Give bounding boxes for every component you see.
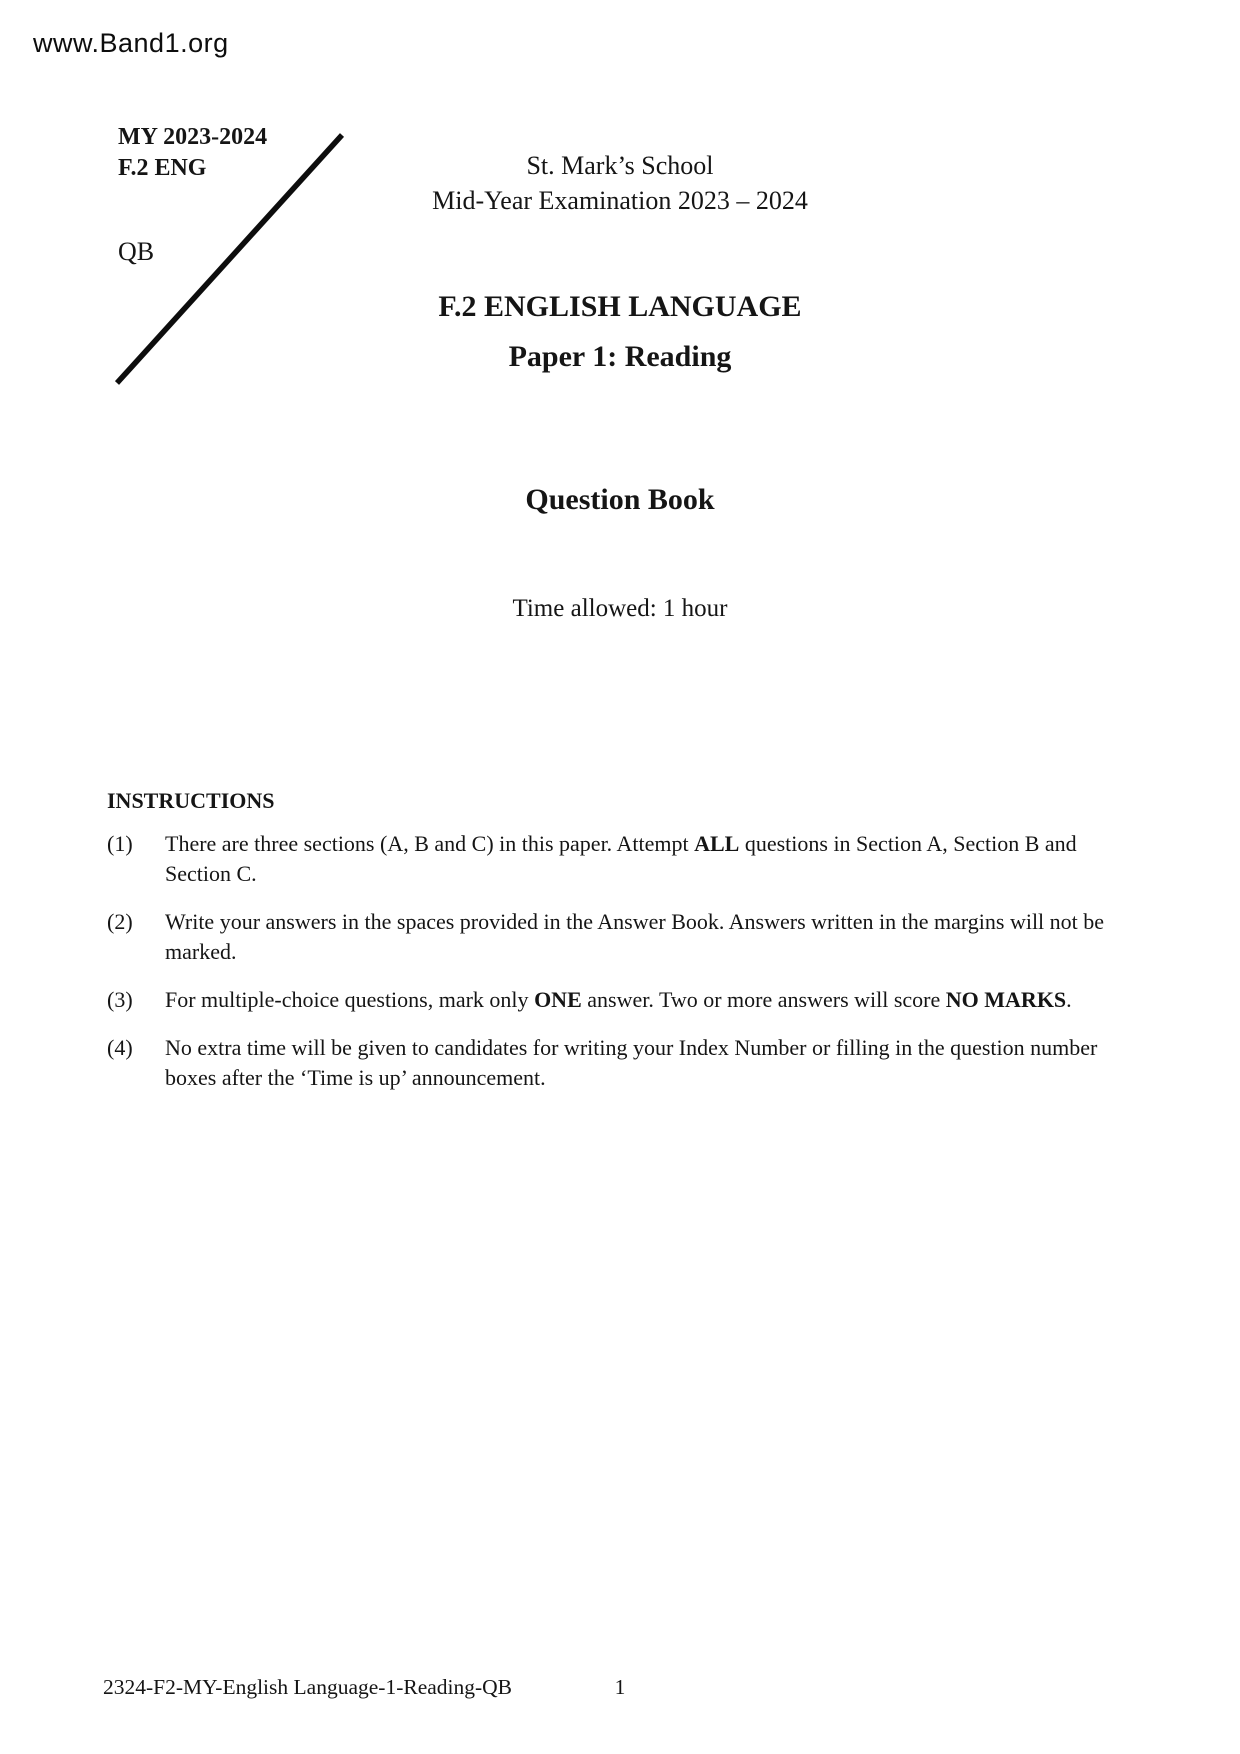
subject-title: F.2 ENGLISH LANGUAGE (438, 290, 802, 323)
instruction-text (165, 907, 1140, 967)
instruction-number: (2) (107, 909, 133, 934)
question-book-code-label: QB (118, 237, 155, 266)
time-allowed-label: Time allowed: 1 hour (512, 595, 728, 622)
instruction-number: (1) (107, 831, 133, 856)
instruction-text (165, 829, 1140, 889)
instruction-text-segment: There are three sections (A, B and C) in this paper. Attempt (165, 831, 695, 856)
instruction-item (107, 907, 1140, 967)
paper-title-block (0, 282, 1240, 382)
instruction-text-segment: ALL (694, 831, 740, 856)
instruction-text-segment: For multiple-choice questions, mark only (165, 987, 535, 1012)
instruction-text (165, 1033, 1140, 1093)
site-watermark-link: www.Band1.org (33, 28, 229, 58)
instruction-number: (3) (107, 987, 133, 1012)
instruction-text-segment: ONE (534, 987, 582, 1012)
instruction-text-segment: answer. Two or more answers will score (581, 987, 946, 1012)
school-name: St. Mark’s School (526, 151, 714, 180)
paper-title: Paper 1: Reading (508, 340, 732, 373)
page-number: 1 (614, 1675, 626, 1699)
document-code-label: 2324-F2-MY-English Language-1-Reading-QB (103, 1675, 513, 1699)
instructions-section (107, 787, 1140, 1111)
school-header (0, 148, 1240, 218)
instruction-text (165, 985, 1140, 1015)
exam-title: Mid-Year Examination 2023 – 2024 (432, 186, 808, 215)
instruction-item (107, 829, 1140, 889)
instruction-text-segment: NO MARKS (945, 987, 1067, 1012)
page-footer (0, 1673, 1240, 1701)
exam-session-label: MY 2023-2024 (118, 124, 268, 150)
book-title: Question Book (525, 483, 715, 516)
instruction-text-segment: . (1066, 987, 1072, 1012)
instructions-heading: INSTRUCTIONS (107, 788, 275, 813)
instruction-item (107, 985, 1140, 1015)
instruction-text-segment: Write your answers in the spaces provided in the Answer Book. Answers written in the margins will not be marked. (165, 909, 1105, 964)
class-subject-label: F.2 ENG (118, 155, 207, 181)
instruction-text-segment: questions in Section A, Section B and Section C. (165, 831, 1077, 886)
instruction-number: (4) (107, 1035, 133, 1060)
instruction-text-segment: No extra time will be given to candidates for writing your Index Number or filling in the question number boxes after the ‘Time is up’ announcement. (165, 1035, 1098, 1090)
instruction-item (107, 1033, 1140, 1093)
instructions-list (107, 829, 1140, 1093)
